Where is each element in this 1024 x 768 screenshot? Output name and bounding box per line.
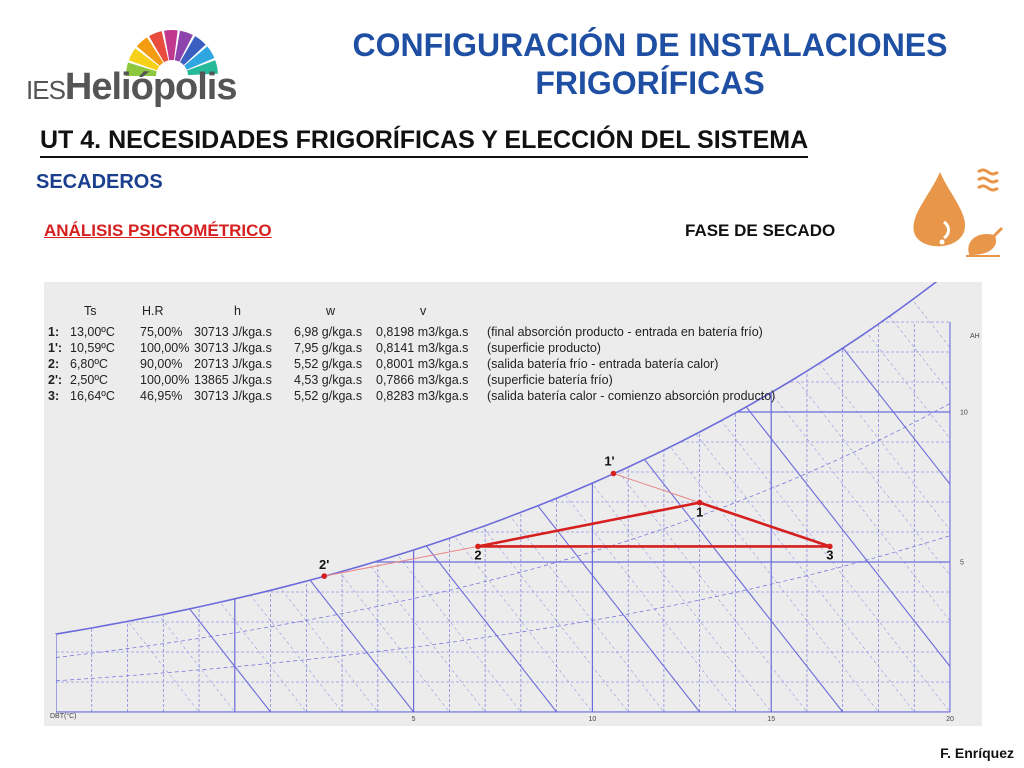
page-title — [300, 26, 1000, 102]
page-title-line2: FRIGORÍFICAS — [535, 65, 765, 101]
table-header: H.R — [142, 304, 164, 318]
page-title-line1: CONFIGURACIÓN DE INSTALACIONES — [352, 27, 948, 63]
x-tick-label: 5 — [411, 716, 416, 723]
table-header: w — [326, 304, 336, 318]
table-header: h — [234, 304, 241, 318]
table-cell-h: 30713 J/kga.s — [194, 325, 272, 339]
table-cell-w: 7,95 g/kga.s — [294, 341, 363, 355]
table-cell-v: 0,8283 m3/kga.s — [376, 389, 469, 403]
logo-wordmark — [26, 66, 237, 109]
state-point-label: 1' — [604, 453, 615, 469]
table-cell-v: 0,8141 m3/kga.s — [376, 341, 469, 355]
x-tick-label: 20 — [946, 716, 954, 723]
table-cell-h: 30713 J/kga.s — [194, 389, 272, 403]
table-cell-hr: 75,00% — [140, 325, 183, 339]
y-tick-label: 10 — [960, 409, 968, 417]
table-cell-id: 2': — [48, 373, 63, 387]
state-table — [44, 282, 982, 412]
table-cell-ts: 6,80ºC — [70, 357, 108, 371]
y-axis-label: AH — [970, 333, 980, 340]
x-axis-label: DBT(°C) — [50, 713, 77, 720]
table-header: Ts — [84, 304, 97, 318]
table-cell-desc: (superficie producto) — [487, 341, 601, 355]
phase-label: FASE DE SECADO — [685, 221, 836, 240]
y-tick-label: 5 — [960, 559, 964, 567]
table-cell-ts: 10,59ºC — [70, 341, 115, 355]
table-cell-hr: 90,00% — [140, 357, 183, 371]
section-heading: SECADEROS — [36, 171, 163, 193]
table-cell-h: 20713 J/kga.s — [194, 357, 272, 371]
state-point — [611, 471, 617, 477]
table-cell-id: 2: — [48, 357, 60, 371]
table-cell-id: 1': — [48, 341, 63, 355]
unit-subtitle: UT 4. NECESIDADES FRIGORÍFICAS Y ELECCIÓN DEL SISTEMA — [40, 126, 808, 158]
table-cell-desc: (final absorción producto - entrada en batería frío) — [487, 325, 763, 339]
auxiliary-line — [324, 546, 478, 576]
table-cell-v: 0,7866 m3/kga.s — [376, 373, 469, 387]
table-cell-h: 30713 J/kga.s — [194, 341, 272, 355]
auxiliary-line — [613, 474, 699, 503]
table-cell-v: 0,8001 m3/kga.s — [376, 357, 469, 371]
x-tick-label: 15 — [767, 716, 776, 723]
table-cell-id: 3: — [48, 389, 60, 403]
state-point-label: 2' — [319, 557, 330, 573]
table-cell-desc: (salida batería calor - comienzo absorción producto) — [487, 389, 776, 403]
state-point-label: 2 — [474, 547, 482, 563]
table-cell-hr: 46,95% — [140, 389, 183, 403]
table-cell-desc: (superficie batería frío) — [487, 373, 613, 387]
state-point — [321, 573, 327, 579]
relative-humidity-curve — [56, 404, 950, 658]
logo-prefix: IES — [26, 75, 65, 105]
table-cell-v: 0,8198 m3/kga.s — [376, 325, 469, 339]
state-point-label: 1 — [696, 504, 704, 520]
table-cell-ts: 13,00ºC — [70, 325, 115, 339]
table-cell-ts: 2,50ºC — [70, 373, 108, 387]
state-points — [319, 454, 833, 579]
table-cell-w: 4,53 g/kga.s — [294, 373, 363, 387]
table-cell-w: 5,52 g/kga.s — [294, 357, 363, 371]
table-header: v — [420, 304, 427, 318]
table-cell-w: 5,52 g/kga.s — [294, 389, 363, 403]
table-cell-desc: (salida batería frío - entrada batería calor) — [487, 357, 719, 371]
x-tick-label: 10 — [588, 716, 597, 723]
author-credit: F. Enríquez — [940, 745, 1014, 761]
water-drop-icon — [900, 160, 1010, 270]
table-cell-w: 6,98 g/kga.s — [294, 325, 363, 339]
state-point-label: 3 — [826, 547, 834, 563]
table-cell-id: 1: — [48, 325, 60, 339]
table-cell-ts: 16,64ºC — [70, 389, 115, 403]
analysis-link[interactable]: ANÁLISIS PSICROMÉTRICO — [44, 221, 272, 240]
table-cell-h: 13865 J/kga.s — [194, 373, 272, 387]
table-cell-hr: 100,00% — [140, 373, 190, 387]
logo-name: Heliópolis — [64, 66, 237, 108]
table-cell-hr: 100,00% — [140, 341, 190, 355]
